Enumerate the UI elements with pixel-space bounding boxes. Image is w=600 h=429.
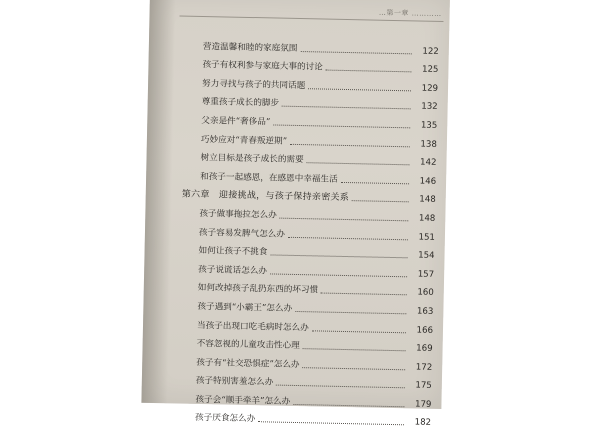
toc-entry-title: 孩子容易发脾气怎么办: [198, 227, 286, 240]
toc-entry-title: 孩子会“顺手牵羊”怎么办: [195, 394, 291, 407]
toc-entry-page: 175: [415, 380, 432, 392]
toc-entry-title: 努力寻找与孩子的共同话题: [201, 78, 306, 91]
dot-leader: [341, 182, 409, 184]
toc-entry-title: 树立目标是孩子成长的需要: [200, 153, 304, 166]
toc-entry-page: 142: [419, 157, 437, 169]
toc-entry-page: 135: [420, 120, 438, 131]
book-page: [141, 0, 450, 429]
toc-entry-page: 132: [421, 101, 438, 113]
toc-entry-page: 146: [419, 176, 437, 187]
toc-entry-title: 孩子说谎话怎么办: [198, 264, 268, 277]
toc-entry-title: 巧妙应对“青春叛逆期”: [200, 134, 288, 147]
toc-entry-page: 129: [421, 83, 439, 94]
toc-entry-title: 父亲是件“奢侈品”: [201, 115, 271, 128]
toc-chapter-page: 148: [419, 194, 436, 206]
toc-entry-title: 不容忽视的儿童攻击性心理: [196, 339, 300, 352]
toc-entry-page: 151: [418, 232, 436, 243]
toc-entry-page: 148: [418, 213, 436, 224]
toc-entry-page: 157: [417, 269, 435, 280]
toc-entry-title: 孩子做事拖拉怎么办: [199, 208, 277, 221]
toc-entry-title: 孩子有“社交恐惧症”怎么办: [196, 357, 300, 370]
toc-entry-page: 172: [415, 362, 433, 373]
toc-entry-title: 如何让孩子不挑食: [198, 246, 268, 258]
toc-entry-page: 138: [420, 139, 437, 150]
toc-entry-page: 169: [416, 343, 433, 354]
toc-entry-title: 和孩子一起感恩，在感恩中幸福生活: [200, 171, 338, 185]
dot-leader: [258, 422, 404, 426]
toc-entry-title: 当孩子出现口吃毛病时怎么办: [196, 320, 309, 333]
toc-entry-page: 166: [416, 325, 434, 336]
toc-entry-title: 孩子遇到“小霸王”怎么办: [197, 301, 293, 314]
table-of-contents: [141, 32, 449, 429]
toc-chapter-title: 第六章 迎接挑战，与孩子保持亲密关系: [181, 189, 350, 204]
toc-entry-title: 孩子厌食怎么办: [194, 413, 256, 425]
toc-entry-title: 尊重孩子成长的脚步: [201, 97, 280, 109]
toc-entry-page: 122: [422, 46, 439, 57]
toc-entry-title: 如何改掉孩子乱扔东西的坏习惯: [197, 283, 319, 296]
dot-leader: [352, 200, 409, 202]
toc-entry-page: 182: [414, 417, 432, 429]
running-header: …第一章 …………: [378, 8, 442, 18]
toc-entry-title: 孩子特别害羞怎么办: [195, 376, 274, 388]
toc-entry-page: 154: [418, 250, 435, 261]
toc-entry-title: 孩子有权利参与家庭大事的讨论: [202, 60, 323, 73]
toc-entry-page: 163: [416, 306, 434, 317]
toc-entry-page: 179: [414, 399, 432, 410]
toc-entry-title: 营造温馨和睦的家庭氛围: [202, 41, 298, 54]
toc-entry-page: 125: [421, 64, 439, 76]
toc-entry-page: 160: [417, 287, 434, 299]
